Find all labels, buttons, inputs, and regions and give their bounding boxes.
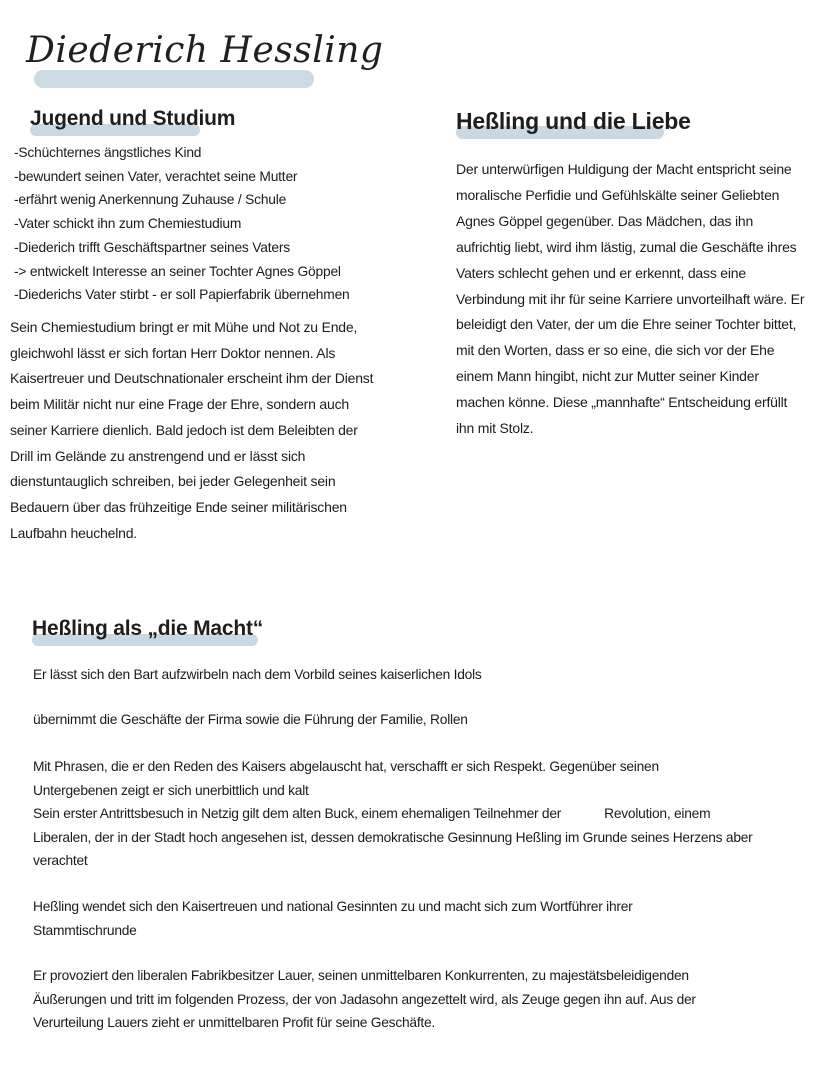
section-heading-liebe: Heßling und die Liebe (456, 108, 691, 134)
list-item: -Schüchternes ängstliches Kind (14, 145, 202, 160)
title-block (26, 30, 383, 71)
macht-item: Heßling wendet sich den Kaisertreuen und national Gesinnten zu und macht sich zum Wortführer ihrer Stammtischrunde (33, 899, 633, 938)
list-item: -erfährt wenig Anerkennung Zuhause / Schule (14, 192, 287, 208)
list-item: -bewundert seinen Vater, verachtet seine Mutter (14, 168, 298, 184)
macht-item: Mit Phrasen, die er den Reden des Kaisers abgelauscht hat, verschafft er sich Respekt. Gegenüber seinen Untergebenen zeigt er sich unerbittlich und kalt (33, 759, 659, 798)
title-highlight (34, 70, 314, 88)
section-jugend-heading-block (30, 107, 235, 131)
section-heading-jugend: Jugend und Studium (30, 107, 236, 130)
section-macht-heading-block (32, 617, 263, 641)
list-item: -Diederichs Vater stirbt - er soll Papierfabrik übernehmen (14, 287, 350, 303)
jugend-paragraph: Sein Chemiestudium bringt er mit Mühe und Not zu Ende, gleichwohl lässt er sich fortan Herr Doktor nennen. Als Kaisertreuer und Deutschnationaler erscheint ihm der Dienst beim Militär nicht nur eine Frage der Ehre, sondern auch seiner Karriere dienlich. Bald jedoch ist dem Beleibten der Drill im Gelände zu anstrengend und er lässt sich dienstuntauglich schreiben, bei jeder Gelegenheit sein Bedauern über das frühzeitige Ende seiner militärischen Laufbahn heuchelnd. (10, 319, 374, 541)
macht-item: übernimmt die Geschäfte der Firma sowie die Führung der Familie, Rollen (33, 712, 468, 727)
list-item: -Vater schickt ihn zum Chemiestudium (14, 216, 242, 232)
section-liebe-heading-block (456, 108, 691, 135)
macht-item: Er provoziert den liberalen Fabrikbesitzer Lauer, seinen unmittelbaren Konkurrenten, zu majestätsbeleidigenden Äußerungen und tritt im folgenden Prozess, der von Jadasohn angezettelt wird, als Zeuge gegen ihn auf. Aus der Verurteilung Lauers zieht er unmittelbaren Profit für seine Geschäfte. (33, 968, 696, 1030)
list-item: -> entwickelt Interesse an seiner Tochter Agnes Göppel (14, 263, 341, 279)
page-title: Diederich Hessling (26, 30, 384, 71)
liebe-paragraph: Der unterwürfigen Huldigung der Macht entspricht seine moralische Perfidie und Gefühlskälte seiner Geliebten Agnes Göppel gegenüber. Das Mädchen, das ihn aufrichtig liebt, wird ihm lästig, zumal die Geschäfte ihres Vaters schlecht gehen und er erkennt, dass eine Verbindung mit ihr für seine Karriere unvorteilhaft wäre. Er beleidigt den Vater, der um die Ehre seiner Tochter bittet, mit den Worten, dass er so eine, die sich vor der Ehe einem Mann hingibt, nicht zur Mutter seiner Kinder machen könne. Diese „mannhafte“ Entscheidung erfüllt ihn mit Stolz. (456, 161, 805, 437)
jugend-bullet-list (14, 141, 414, 307)
list-item: -Diederich trifft Geschäftspartner seines Vaters (14, 239, 290, 255)
macht-item: Er lässt sich den Bart aufzwirbeln nach dem Vorbild seines kaiserlichen Idols (33, 667, 482, 682)
section-heading-macht: Heßling als „die Macht“ (32, 617, 264, 640)
macht-item: Sein erster Antrittsbesuch in Netzig gilt dem alten Buck, einem ehemaligen Teilnehmer der Revolution, einem Liberalen, der in der Stadt hoch angesehen ist, dessen demokratische Gesinnung Heßling im Grunde seines Herzens aber verachtet (33, 806, 757, 868)
